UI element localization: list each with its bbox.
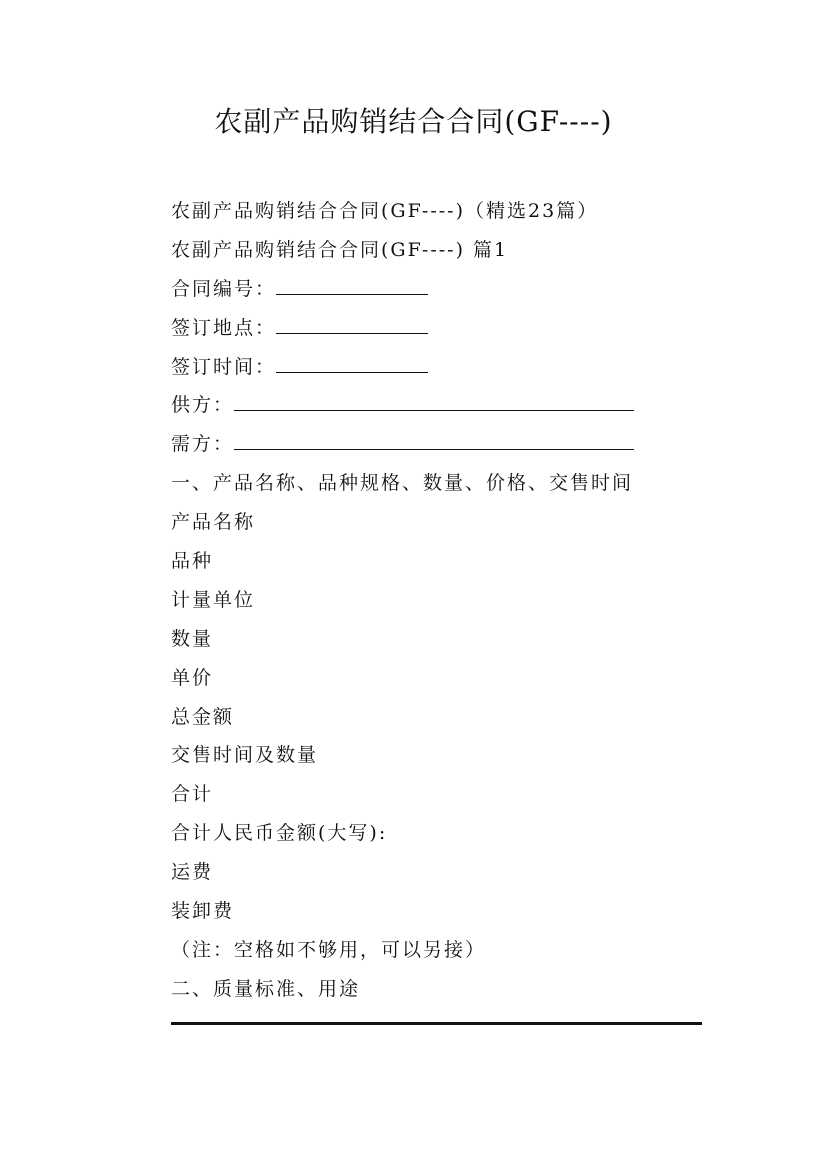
clause-one-heading: 一、产品名称、品种规格、数量、价格、交售时间 xyxy=(171,472,634,495)
supplier-blank[interactable] xyxy=(234,388,634,411)
document-title: 农副产品购销结合合同(GF----) xyxy=(214,105,613,138)
signing-place-row xyxy=(171,309,731,348)
field-total: 合计 xyxy=(171,783,214,806)
contract-number-label: 合同编号： xyxy=(171,277,277,300)
field-variety: 品种 xyxy=(171,550,214,573)
signing-time-blank[interactable] xyxy=(276,350,428,373)
field-handling-fee: 装卸费 xyxy=(171,900,235,923)
supplier-label: 供方： xyxy=(171,394,235,417)
buyer-label: 需方： xyxy=(171,433,235,456)
fill-in-line xyxy=(171,1022,702,1025)
signing-time-label: 签订时间： xyxy=(171,355,277,378)
section-heading-part1: 农副产品购销结合合同(GF----) 篇1 xyxy=(171,238,509,261)
subtitle-collection: 农副产品购销结合合同(GF----)（精选23篇） xyxy=(171,200,599,222)
document-body xyxy=(171,192,731,1009)
signing-time-row xyxy=(171,348,731,387)
supplier-row xyxy=(171,386,731,425)
field-total-rmb: 合计人民币金额(大写): xyxy=(171,822,388,845)
field-unit: 计量单位 xyxy=(171,588,256,611)
buyer-row xyxy=(171,425,731,464)
contract-number-row xyxy=(171,270,731,309)
field-unit-price: 单价 xyxy=(171,666,214,689)
field-freight: 运费 xyxy=(171,861,214,884)
field-product-name: 产品名称 xyxy=(171,511,256,534)
contract-number-blank[interactable] xyxy=(276,272,428,295)
clause-two-heading: 二、质量标准、用途 xyxy=(171,977,361,1000)
field-total-amount: 总金额 xyxy=(171,705,235,728)
signing-place-label: 签订地点： xyxy=(171,316,277,339)
buyer-blank[interactable] xyxy=(234,427,634,450)
signing-place-blank[interactable] xyxy=(276,311,428,334)
note-extra-rows: （注：空格如不够用，可以另接） xyxy=(171,938,487,961)
field-quantity: 数量 xyxy=(171,627,214,650)
field-delivery-time-quantity: 交售时间及数量 xyxy=(171,744,319,767)
